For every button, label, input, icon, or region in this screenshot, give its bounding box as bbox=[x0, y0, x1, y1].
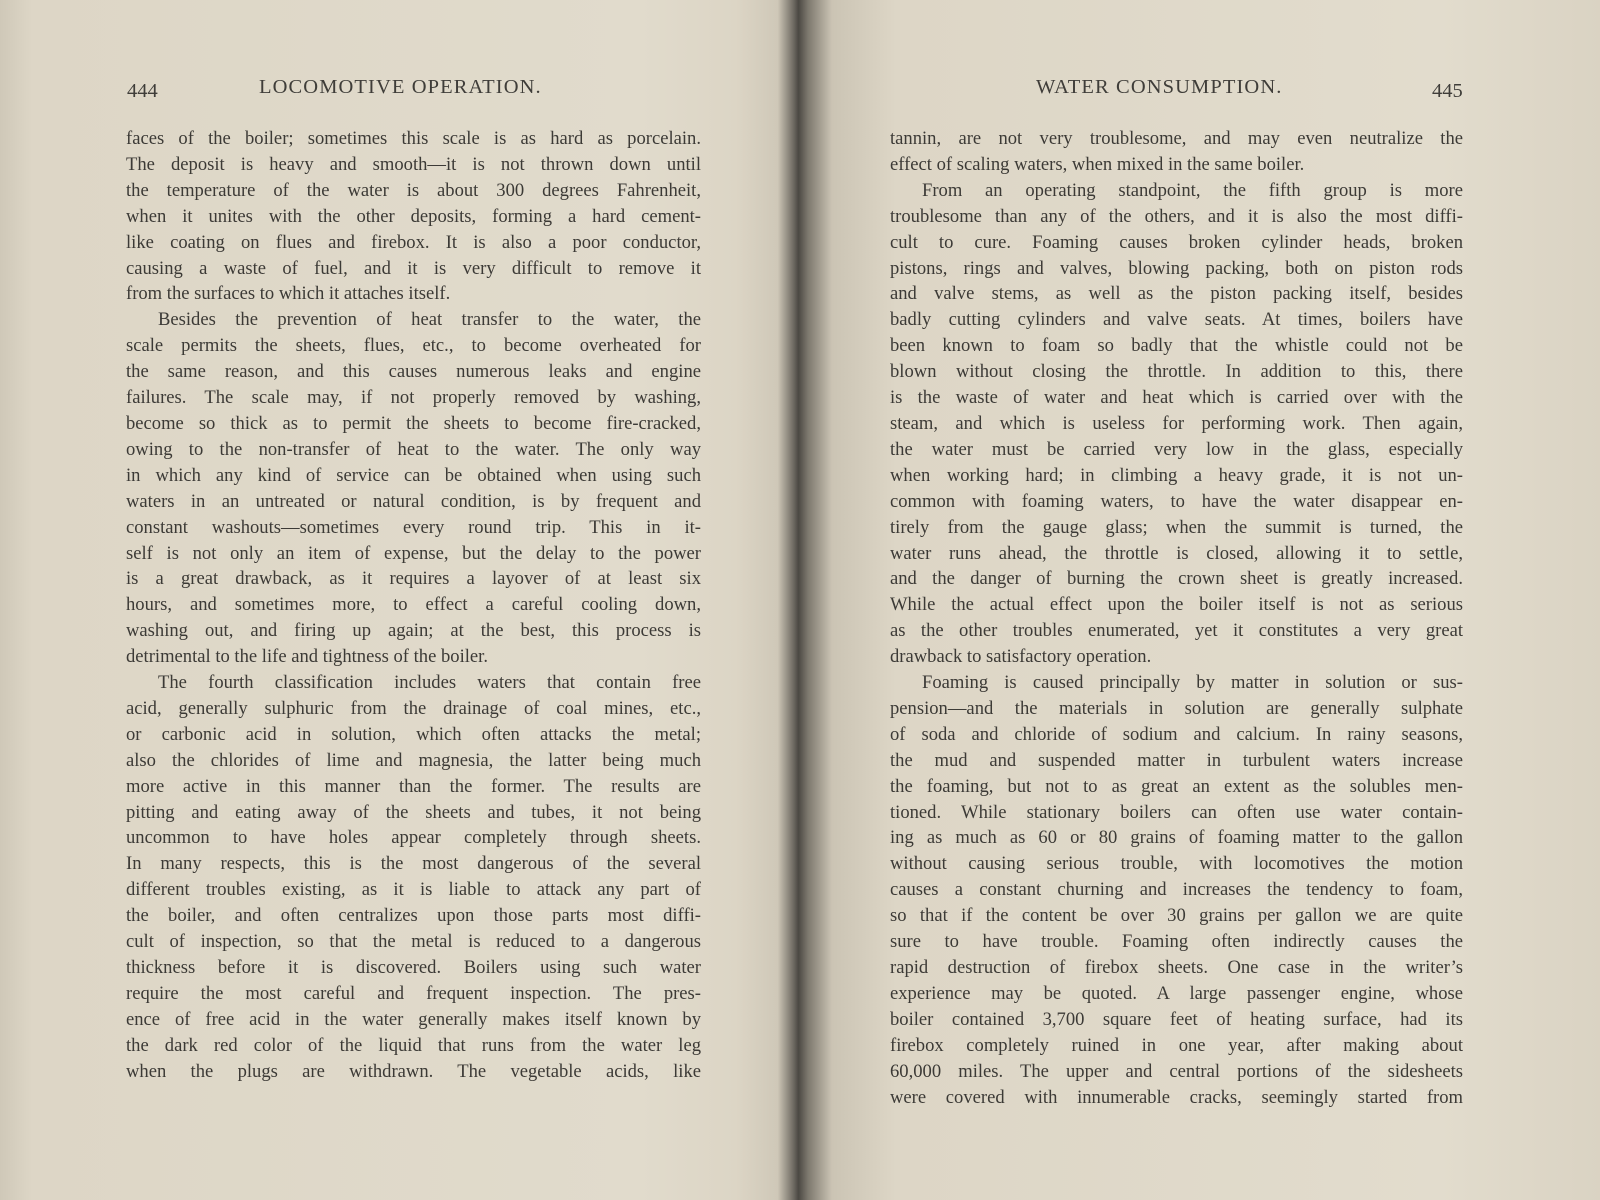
text-line: Foaming is caused principally by matter in solution or sus- bbox=[922, 672, 1463, 694]
text-line: the foaming, but not to as great an extent as the solubles men- bbox=[890, 775, 1463, 797]
left-page bbox=[0, 0, 790, 1200]
text-line: waters in an untreated or natural condition, is by frequent and bbox=[126, 490, 701, 512]
text-line: so that if the content be over 30 grains per gallon we are quite bbox=[890, 905, 1463, 927]
page-number: 444 bbox=[127, 80, 158, 102]
text-line: is a great drawback, as it requires a layover of at least six bbox=[126, 568, 701, 590]
text-line: without causing serious trouble, with locomotives the motion bbox=[890, 853, 1463, 875]
text-line: from the surfaces to which it attaches itself. bbox=[126, 283, 451, 305]
text-line: tannin, are not very troublesome, and may even neutralize the bbox=[890, 128, 1463, 149]
text-line: more active in this manner than the former. The results are bbox=[126, 775, 701, 797]
text-line: causing a waste of fuel, and it is very difficult to remove it bbox=[126, 257, 701, 279]
body-text bbox=[890, 126, 1463, 1110]
running-head: LOCOMOTIVE OPERATION. bbox=[259, 76, 542, 98]
text-line: when working hard; in climbing a heavy grade, it is not un- bbox=[890, 464, 1463, 486]
text-line: failures. The scale may, if not properly removed by washing, bbox=[126, 387, 701, 409]
text-line: washing out, and firing up again; at the best, this process is bbox=[126, 620, 701, 642]
text-line: ing as much as 60 or 80 grains of foaming matter to the gallon bbox=[890, 827, 1463, 849]
text-line: From an operating standpoint, the fifth group is more bbox=[922, 179, 1463, 201]
text-line: In many respects, this is the most dangerous of the several bbox=[126, 853, 701, 875]
text-line: tioned. While stationary boilers can often use water contain- bbox=[890, 801, 1463, 823]
text-line: when it unites with the other deposits, forming a hard cement- bbox=[126, 205, 701, 227]
text-line: self is not only an item of expense, but the delay to the power bbox=[126, 542, 701, 564]
text-line: cult to cure. Foaming causes broken cylinder heads, broken bbox=[890, 231, 1463, 253]
text-line: hours, and sometimes more, to effect a careful cooling down, bbox=[126, 594, 701, 616]
text-line: experience may be quoted. A large passenger engine, whose bbox=[890, 982, 1463, 1004]
text-line: ence of free acid in the water generally makes itself known by bbox=[126, 1008, 701, 1030]
text-line: drawback to satisfactory operation. bbox=[890, 646, 1152, 668]
text-line: tirely from the gauge glass; when the summit is turned, the bbox=[890, 516, 1463, 538]
text-line: as the other troubles enumerated, yet it constitutes a very great bbox=[890, 620, 1463, 642]
text-line: causes a constant churning and increases the tendency to foam, bbox=[890, 879, 1463, 901]
text-line: become so thick as to permit the sheets to become fire-cracked, bbox=[126, 412, 701, 434]
text-line: water runs ahead, the throttle is closed, allowing it to settle, bbox=[890, 542, 1463, 564]
text-line: pension—and the materials in solution are generally sulphate bbox=[890, 697, 1463, 719]
text-line: thickness before it is discovered. Boilers using such water bbox=[126, 957, 701, 978]
text-line: when the plugs are withdrawn. The vegetable acids, like bbox=[126, 1060, 701, 1082]
text-line: the dark red color of the liquid that runs from the water leg bbox=[126, 1034, 701, 1056]
text-line: The deposit is heavy and smooth—it is not thrown down until bbox=[126, 153, 701, 175]
text-line: uncommon to have holes appear completely through sheets. bbox=[126, 827, 701, 849]
text-line: troublesome than any of the others, and it is also the most diffi- bbox=[890, 205, 1463, 227]
text-line: constant washouts—sometimes every round trip. This in it- bbox=[126, 516, 701, 538]
text-line: rapid destruction of firebox sheets. One case in the writer’s bbox=[890, 957, 1463, 978]
body-text bbox=[126, 126, 701, 1085]
text-line: faces of the boiler; sometimes this scale is as hard as porcelain. bbox=[126, 128, 701, 149]
text-line: were covered with innumerable cracks, seemingly started from bbox=[890, 1086, 1463, 1108]
text-line: firebox completely ruined in one year, after making about bbox=[890, 1034, 1463, 1056]
text-line: badly cutting cylinders and valve seats. At times, boilers have bbox=[890, 309, 1463, 331]
text-line: effect of scaling waters, when mixed in the same boiler. bbox=[890, 153, 1305, 175]
text-line: the water must be carried very low in the glass, especially bbox=[890, 438, 1463, 460]
text-line: is the waste of water and heat which is carried over with the bbox=[890, 387, 1463, 409]
text-line: the temperature of the water is about 300 degrees Fahrenheit, bbox=[126, 179, 701, 201]
running-head: WATER CONSUMPTION. bbox=[1036, 76, 1283, 98]
text-line: and the danger of burning the crown sheet is greatly increased. bbox=[890, 568, 1463, 590]
text-line: common with foaming waters, to have the water disappear en- bbox=[890, 490, 1463, 512]
text-line: or carbonic acid in solution, which often attacks the metal; bbox=[126, 723, 701, 745]
text-line: the same reason, and this causes numerous leaks and engine bbox=[126, 361, 701, 383]
text-line: owing to the non-transfer of heat to the water. The only way bbox=[126, 438, 701, 460]
text-line: 60,000 miles. The upper and central portions of the sidesheets bbox=[890, 1060, 1463, 1082]
text-line: also the chlorides of lime and magnesia, the latter being much bbox=[126, 749, 701, 771]
text-line: pistons, rings and valves, blowing packing, both on piston rods bbox=[890, 257, 1463, 279]
text-line: boiler contained 3,700 square feet of heating surface, had its bbox=[890, 1008, 1463, 1030]
text-line: While the actual effect upon the boiler itself is not as serious bbox=[890, 594, 1463, 616]
text-line: of soda and chloride of sodium and calcium. In rainy seasons, bbox=[890, 723, 1463, 745]
text-line: detrimental to the life and tightness of the boiler. bbox=[126, 646, 488, 668]
right-page bbox=[810, 0, 1600, 1200]
text-line: in which any kind of service can be obtained when using such bbox=[126, 464, 701, 486]
text-line: been known to foam so badly that the whistle could not be bbox=[890, 335, 1463, 357]
text-line: require the most careful and frequent inspection. The pres- bbox=[126, 982, 701, 1004]
text-line: Besides the prevention of heat transfer to the water, the bbox=[158, 309, 701, 331]
text-line: cult of inspection, so that the metal is reduced to a dangerous bbox=[126, 931, 701, 953]
text-line: and valve stems, as well as the piston packing itself, besides bbox=[890, 283, 1463, 305]
text-line: the mud and suspended matter in turbulent waters increase bbox=[890, 749, 1463, 771]
text-line: acid, generally sulphuric from the drainage of coal mines, etc., bbox=[126, 697, 701, 719]
text-line: sure to have trouble. Foaming often indirectly causes the bbox=[890, 931, 1463, 953]
page-number: 445 bbox=[1432, 80, 1463, 102]
text-line: different troubles existing, as it is liable to attack any part of bbox=[126, 879, 701, 901]
text-line: The fourth classification includes waters that contain free bbox=[158, 672, 701, 694]
text-line: steam, and which is useless for performing work. Then again, bbox=[890, 412, 1463, 434]
text-line: like coating on flues and firebox. It is also a poor conductor, bbox=[126, 231, 701, 253]
text-line: blown without closing the throttle. In addition to this, there bbox=[890, 361, 1463, 383]
text-line: the boiler, and often centralizes upon those parts most diffi- bbox=[126, 905, 701, 927]
text-line: pitting and eating away of the sheets and tubes, it not being bbox=[126, 801, 701, 823]
text-line: scale permits the sheets, flues, etc., to become overheated for bbox=[126, 335, 701, 357]
